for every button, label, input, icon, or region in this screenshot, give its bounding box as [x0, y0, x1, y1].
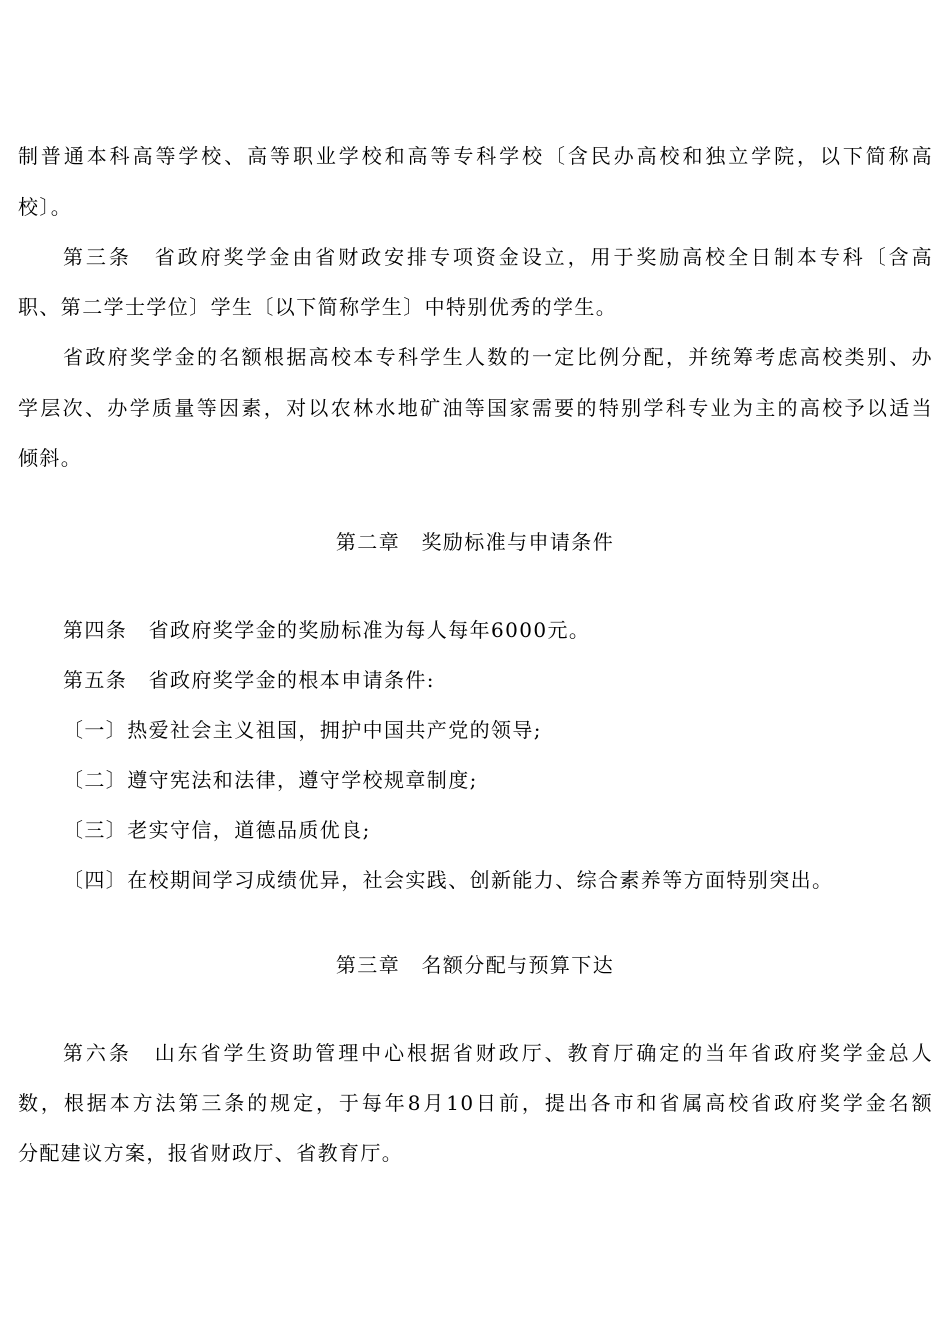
paragraph-1-line-1: 制普通本科高等学校、高等职业学校和高等专科学校〔含民办高校和独立学院，以下简称高 — [18, 144, 933, 168]
article-3-line-2: 职、第二学士学位〕学生〔以下简称学生〕中特别优秀的学生。 — [18, 295, 618, 319]
article-6-line-3: 分配建议方案，报省财政厅、省教育厅。 — [18, 1141, 404, 1165]
article-3-line-1: 第三条 省政府奖学金由省财政安排专项资金设立，用于奖励高校全日制本专科〔含高 — [63, 245, 933, 269]
condition-1: 〔一〕热爱社会主义祖国，拥护中国共产党的领导; — [63, 718, 542, 742]
article-5: 第五条 省政府奖学金的根本申请条件: — [63, 668, 435, 692]
chapter-2-heading: 第二章 奖励标准与申请条件 — [335, 530, 615, 554]
chapter-3-heading: 第三章 名额分配与预算下达 — [335, 953, 615, 977]
paragraph-1-line-2: 校〕。 — [18, 195, 73, 219]
article-6-line-2: 数，根据本方法第三条的规定，于每年8月10日前，提出各市和省属高校省政府奖学金名额 — [18, 1091, 933, 1115]
condition-3: 〔三〕老实守信，道德品质优良; — [63, 818, 371, 842]
article-4: 第四条 省政府奖学金的奖励标准为每人每年6000元。 — [63, 618, 591, 642]
paragraph-quota-line-3: 倾斜。 — [18, 446, 83, 470]
condition-2: 〔二〕遵守宪法和法律，遵守学校规章制度; — [63, 768, 478, 792]
paragraph-quota-line-1: 省政府奖学金的名额根据高校本专科学生人数的一定比例分配，并统筹考虑高校类别、办 — [63, 345, 933, 369]
paragraph-quota-line-2: 学层次、办学质量等因素，对以农林水地矿油等国家需要的特别学科专业为主的高校予以适当 — [18, 396, 933, 420]
article-6-line-1: 第六条 山东省学生资助管理中心根据省财政厅、教育厅确定的当年省政府奖学金总人 — [63, 1041, 933, 1065]
condition-4: 〔四〕在校期间学习成绩优异，社会实践、创新能力、综合素养等方面特别突出。 — [63, 868, 834, 892]
